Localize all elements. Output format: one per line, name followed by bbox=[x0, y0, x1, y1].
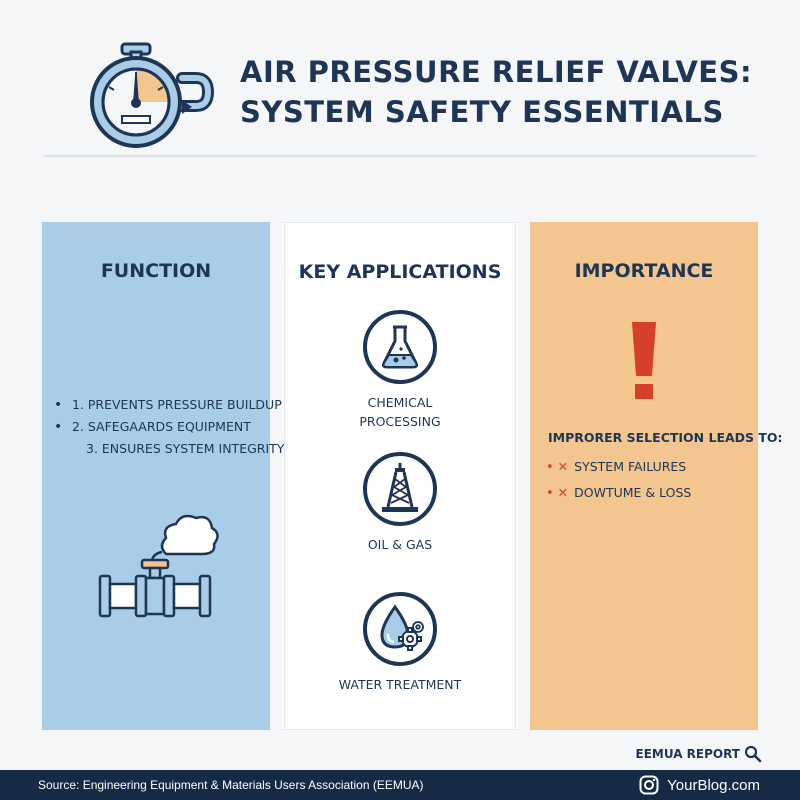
water-gear-icon bbox=[362, 591, 438, 667]
importance-item: • ✕ SYSTEM FAILURES bbox=[546, 459, 687, 475]
pressure-gauge-icon bbox=[78, 40, 218, 150]
application-label: WATER TREATMENT bbox=[338, 677, 462, 692]
application-chemical bbox=[285, 309, 515, 431]
red-x-icon: ✕ bbox=[557, 459, 569, 474]
header-divider bbox=[44, 155, 756, 157]
page-title bbox=[240, 52, 760, 132]
title-line-1: AIR PRESSURE RELIEF VALVES: bbox=[240, 55, 753, 89]
blog-link[interactable] bbox=[639, 775, 760, 795]
blog-label: YourBlog.com bbox=[667, 776, 760, 794]
source-text: Source: Engineering Equipment & Materials Users Association (EEMUA) bbox=[38, 778, 424, 792]
application-oil-gas bbox=[285, 451, 515, 554]
search-icon bbox=[744, 745, 762, 763]
oil-rig-icon bbox=[362, 451, 438, 527]
flask-icon bbox=[362, 309, 438, 385]
instagram-icon bbox=[639, 775, 659, 795]
report-link[interactable] bbox=[636, 745, 763, 763]
function-item: • 1. PREVENTS PRESSURE BUILDUP bbox=[54, 394, 266, 416]
importance-item: • ✕ DOWTUME & LOSS bbox=[546, 485, 692, 501]
applications-panel bbox=[284, 222, 516, 730]
bullet-icon: • bbox=[546, 460, 554, 475]
red-x-icon: ✕ bbox=[557, 485, 569, 500]
exclamation-icon bbox=[626, 320, 662, 400]
importance-list bbox=[546, 454, 691, 506]
application-label: PROCESSING bbox=[359, 414, 441, 429]
function-heading: FUNCTION bbox=[100, 260, 212, 282]
function-list bbox=[54, 394, 285, 460]
applications-heading: KEY APPLICATIONS bbox=[298, 261, 502, 283]
bullet-icon: • bbox=[54, 397, 63, 413]
function-item: 3. ENSURES SYSTEM INTEGRITY bbox=[86, 441, 285, 456]
footer bbox=[0, 770, 800, 800]
report-label: EEMUA REPORT bbox=[635, 747, 740, 761]
title-line-2: SYSTEM SAFETY ESSENTIALS bbox=[240, 95, 724, 129]
function-panel bbox=[42, 222, 285, 730]
importance-subheading: IMPRORER SELECTION LEADS TO: bbox=[548, 430, 783, 445]
importance-heading: IMPORTANCE bbox=[574, 260, 714, 282]
header bbox=[0, 0, 800, 160]
application-label: OIL & GAS bbox=[367, 537, 433, 552]
bullet-icon: • bbox=[546, 486, 554, 501]
bullet-icon: • bbox=[54, 419, 63, 435]
function-item: • 2. SAFEGAARDS EQUIPMENT bbox=[54, 416, 266, 438]
importance-panel bbox=[530, 222, 783, 730]
application-water bbox=[285, 591, 515, 694]
valve-pipe-icon bbox=[96, 506, 220, 628]
application-label: CHEMICAL bbox=[367, 395, 433, 410]
